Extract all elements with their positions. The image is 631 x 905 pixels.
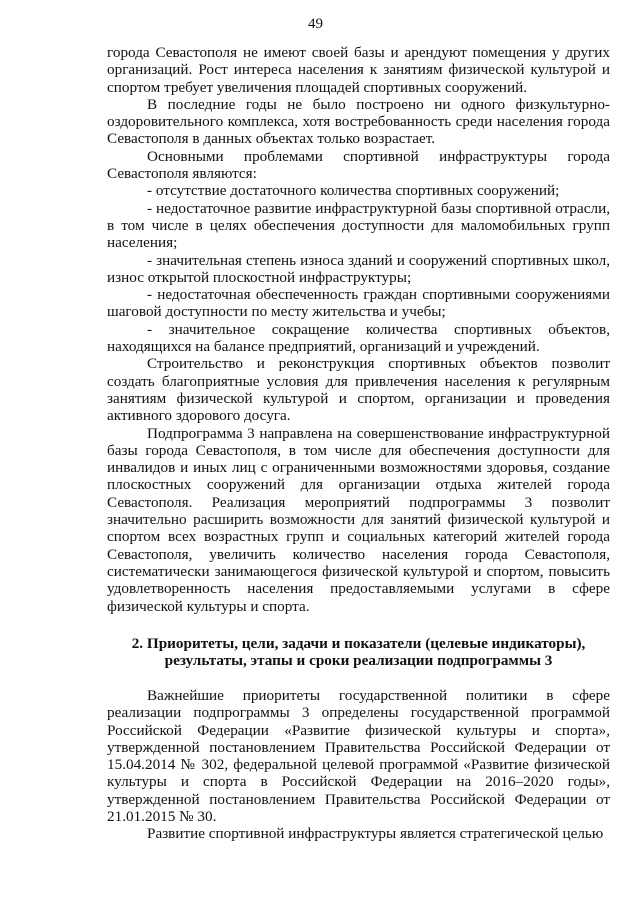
paragraph: Развитие спортивной инфраструктуры является стратегической целью <box>147 825 604 843</box>
paragraph: Важнейшие приоритеты государственной политики в сфере реализации подпрограммы 3 определены государственной программой Российской Федерации «Развитие физической культуры и спорта», утвержденной постановлением Правительства Российской Федерации от 15.04.2014 № 302, федеральной целевой программой «Развитие физической культуры и спорта в Российской Федерации на 2016–2020 годы», утвержденной постановлением Правительства Российской Федерации от 21.01.2015 № 30. <box>107 686 610 826</box>
paragraph: Основными проблемами спортивной инфраструктуры города Севастополя являются: <box>107 147 610 183</box>
list-item: - недостаточная обеспеченность граждан спортивными сооружениями шаговой доступности по месту жительства и учебы; <box>107 286 610 321</box>
paragraphs-after <box>107 687 610 843</box>
page-number: 49 <box>308 16 323 32</box>
paragraphs-before <box>107 44 610 615</box>
document-body <box>107 44 610 843</box>
paragraph: В последние годы не было построено ни одного физкультурно-оздоровительного комплекса, хотя востребованность среди населения города Севастополя в данных объектах только возрастает. <box>107 95 610 148</box>
section-heading-line-1: 2. Приоритеты, цели, задачи и показатели (целевые индикаторы), <box>131 634 586 652</box>
list-item: - отсутствие достаточного количества спортивных сооружений; <box>147 182 560 200</box>
section-heading <box>107 635 610 670</box>
paragraph: Подпрограмма 3 направлена на совершенствование инфраструктурной базы города Севастополя, в том числе для обеспечения доступности для инвалидов и иных лиц с ограниченными возможностями здоровья, создание плоскостных сооружений для организации отдыха жителей города Севастополя. Реализация мероприятий подпрограммы 3 позволит значительно расширить возможности для занятий физической культурой и спортом всех возрастных групп и социальных категорий жителей города Севастополя, увеличить количество населения города Севастополя, систематически занимающегося физической культурой и спортом, повысить удовлетворенность населения предоставляемыми услугами в сфере физической культуры и спорта. <box>107 424 610 615</box>
list-item: - значительная степень износа зданий и сооружений спортивных школ, износ открытой плоскостной инфраструктуры; <box>107 251 610 286</box>
list-item: - недостаточное развитие инфраструктурной базы спортивной отрасли, в том числе в целях обеспечения доступности для маломобильных групп населения; <box>107 199 610 252</box>
paragraph: Строительство и реконструкция спортивных объектов позволит создать благоприятные условия для привлечения населения к регулярным занятиям физической культурой и спортом, организации и проведения активного здорового досуга. <box>107 355 610 425</box>
section-heading-line-2: результаты, этапы и сроки реализации подпрограммы 3 <box>164 652 553 670</box>
paragraph: города Севастополя не имеют своей базы и арендуют помещения у других организаций. Рост интереса населения к занятиям физической культурой и спортом требует увеличения площадей спортивных сооружений. <box>107 44 610 96</box>
list-item: - значительное сокращение количества спортивных объектов, находящихся на балансе предприятий, организаций и учреждений. <box>107 320 610 356</box>
